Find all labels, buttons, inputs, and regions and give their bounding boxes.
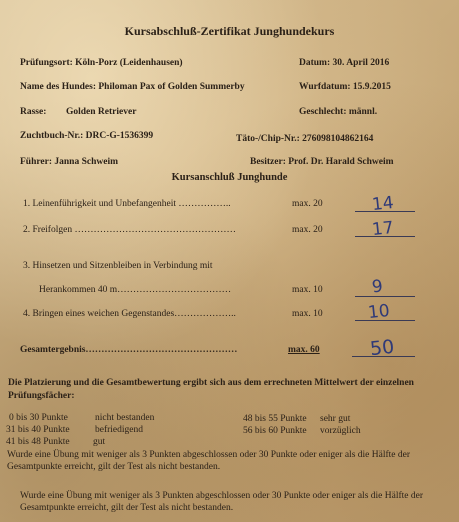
birth-date: Wurfdatum: 15.9.2015 [299, 82, 391, 92]
handler: Führer: Janna Schweim [20, 157, 118, 167]
grade-2-range: 31 bis 40 Punkte [6, 425, 70, 435]
dog-name: Name des Hundes: Philoman Pax of Golden Summerby [20, 82, 245, 92]
exercise-1-score-line [355, 211, 415, 212]
chip-number: Täto-/Chip-Nr.: 276098104862164 [236, 134, 374, 144]
stud-book-number: Zuchtbuch-Nr.: DRC-G-1536399 [20, 131, 154, 141]
grade-5-range: 56 bis 60 Punkte [243, 426, 307, 436]
exercise-4-max: max. 10 [292, 309, 323, 319]
exercise-3-score: 9 [370, 276, 384, 298]
breed-label: Rasse: [20, 107, 47, 117]
grade-1-label: nicht bestanden [95, 413, 155, 423]
total-score-line [352, 356, 415, 357]
owner: Besitzer: Prof. Dr. Harald Schweim [250, 157, 394, 167]
exercise-3-label: 3. Hinsetzen und Sitzenbleiben in Verbindung mit [23, 261, 213, 271]
exercise-2-label: 2. Freifolgen …………………………………………… [23, 225, 236, 235]
certificate-title: Kursabschluß-Zertifikat Junghundekurs [124, 24, 335, 38]
exercise-2-score: 17 [371, 217, 395, 241]
grade-3-label: gut [93, 437, 106, 447]
exercise-4-score-line [355, 320, 415, 321]
exercise-4-score: 10 [367, 300, 391, 324]
sex: Geschlecht: männl. [299, 107, 378, 117]
exercise-1-max: max. 20 [292, 199, 323, 209]
grade-4-range: 48 bis 55 Punkte [243, 414, 307, 424]
grade-2-label: befriedigend [95, 425, 144, 435]
exam-location: Prüfungsort: Köln-Porz (Leidenhausen) [20, 58, 183, 68]
exercise-1-label: 1. Leinenführigkeit und Unbefangenheit …………….. [23, 199, 231, 209]
failure-rule-1: Wurde eine Übung mit weniger als 3 Punkten abgeschlossen oder 30 Punkte oder eniger als die Hälfte der Gesamtpunkte erreicht, gilt der Test als nicht bestanden. [7, 450, 410, 472]
exercise-2-score-line [355, 236, 415, 237]
exercise-1-score: 14 [371, 192, 395, 216]
exercise-3-score-line [355, 296, 415, 297]
grade-4-label: sehr gut [320, 414, 351, 424]
exam-date: Datum: 30. April 2016 [299, 58, 390, 68]
exercise-4-label: 4. Bringen eines weichen Gegenstandes……………….. [23, 309, 236, 319]
exercise-3-label-line2: Herankommen 40 m……………………………… [39, 285, 232, 295]
grade-3-range: 41 bis 48 Punkte [6, 437, 70, 447]
course-subtitle: Kursanschluß Junghunde [171, 172, 288, 183]
total-score: 50 [368, 335, 396, 361]
evaluation-note: Die Platzierung und die Gesamtbewertung ergibt sich aus dem errechneten Mittelwert der einzelnen Prüfungsfächer: [8, 378, 414, 401]
exercise-2-max: max. 20 [292, 225, 323, 235]
grade-1-range: 0 bis 30 Punkte [9, 413, 68, 423]
grade-5-label: vorzüglich [320, 426, 361, 436]
total-max: max. 60 [288, 345, 320, 355]
exercise-3-max: max. 10 [292, 285, 323, 295]
breed: Golden Retriever [66, 107, 137, 117]
total-label: Gesamtergebnis………………………………………… [20, 345, 238, 355]
failure-rule-2: Wurde eine Übung mit weniger als 3 Punkten abgeschlossen oder 30 Punkte oder eniger als die Hälfte der Gesamtpunkte erreicht, gilt der Test als nicht bestanden. [20, 491, 423, 513]
